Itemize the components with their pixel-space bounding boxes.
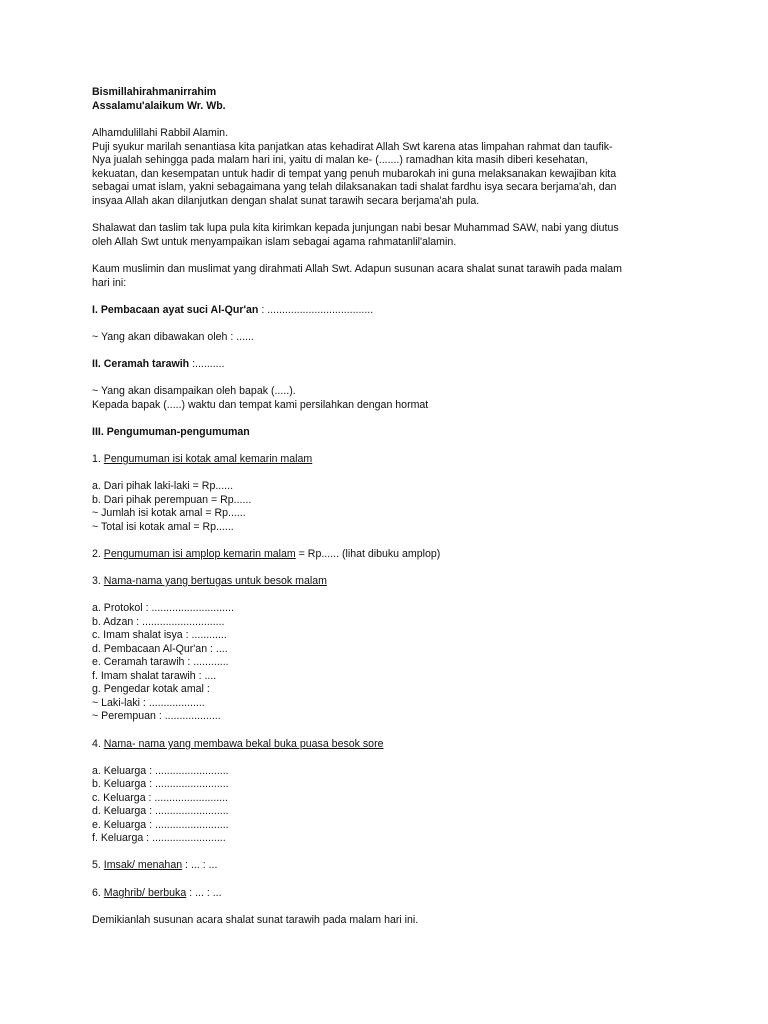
item-3-line: ~ Laki-laki : ................... [92,697,205,709]
item-4-line: c. Keluarga : ......................... [92,792,229,804]
item-4-label: Nama- nama yang membawa bekal buka puasa besok sore [103,738,384,750]
closing-text: Demikianlah susunan acara shalat sunat tarawih pada malam hari ini. [92,914,419,926]
item-3-heading [92,575,327,588]
item-2-number: 2. [92,548,104,560]
item-5-heading [92,859,217,872]
item-6-label: Maghrib/ berbuka [103,887,187,899]
kaum-line: hari ini: [92,277,127,289]
item-1-label: Pengumuman isi kotak amal kemarin malam [103,453,313,465]
item-4-line: a. Keluarga : ......................... [92,765,229,777]
item-5-suffix: : ... : ... [182,859,218,871]
item-4-line: e. Keluarga : ......................... [92,819,229,831]
section-1-heading [92,304,373,317]
bismillah: Bismillahirahmanirrahim [92,86,217,98]
intro-line: Nya jualah sehingga pada malam hari ini, yaitu di malan ke- (.......) ramadhan kita masih diberi kesehatan, [92,154,588,166]
item-5-number: 5. [92,859,104,871]
item-1-heading [92,453,312,466]
item-6-heading [92,887,222,900]
item-4-line: f. Keluarga : ......................... [92,832,226,844]
intro-line: insyaa Allah akan dilanjutkan dengan shalat sunat tarawih secara berjama'ah pula. [92,195,480,207]
item-1-number: 1. [92,453,104,465]
item-3-line: e. Ceramah tarawih : ............ [92,656,229,668]
item-1-line: ~ Jumlah isi kotak amal = Rp...... [92,507,246,519]
section-3-title: III. Pengumuman-pengumuman [92,426,250,438]
item-3-line: f. Imam shalat tarawih : .... [92,670,217,682]
item-3-line: g. Pengedar kotak amal : [92,683,210,695]
intro-line: Alhamdulillahi Rabbil Alamin. [92,127,229,139]
item-4-number: 4. [92,738,104,750]
item-3-line: c. Imam shalat isya : ............ [92,629,227,641]
section-1-suffix: : .................................... [258,304,374,316]
intro-line: kekuatan, dan kesempatan untuk hadir di tempat yang penuh mubarokah ini guna melaksanakan kewajiban kita [92,168,617,180]
item-3-line: d. Pembacaan Al-Qur'an : .... [92,643,228,655]
item-1-line: a. Dari pihak laki-laki = Rp...... [92,480,234,492]
item-3-line: ~ Perempuan : ................... [92,710,221,722]
item-6-number: 6. [92,887,104,899]
shalawat-line: oleh Allah Swt untuk menyampaikan islam sebagai agama rahmatanlil'alamin. [92,236,457,248]
item-3-line: b. Adzan : ............................ [92,616,225,628]
section-2-suffix: :.......... [189,358,225,370]
item-2-label: Pengumuman isi amplop kemarin malam [103,548,296,560]
intro-line: Puji syukur marilah senantiasa kita panjatkan atas kehadirat Allah Swt karena atas limpahan rahmat dan taufik- [92,141,613,153]
salam: Assalamu'alaikum Wr. Wb. [92,100,226,112]
item-3-number: 3. [92,575,104,587]
section-2-heading [92,358,224,371]
section-2-line: Kepada bapak (.....) waktu dan tempat kami persilahkan dengan hormat [92,399,429,411]
item-2-suffix: = Rp...... (lihat dibuku amplop) [295,548,441,560]
shalawat-line: Shalawat dan taslim tak lupa pula kita kirimkan kepada junjungan nabi besar Muhammad SAW, nabi yang diutus [92,222,619,234]
item-5-label: Imsak/ menahan [103,859,183,871]
item-4-line: b. Keluarga : ......................... [92,778,229,790]
item-4-heading [92,738,384,751]
item-1-line: b. Dari pihak perempuan = Rp...... [92,494,252,506]
item-1-line: ~ Total isi kotak amal = Rp...... [92,521,234,533]
item-3-line: a. Protokol : ............................ [92,602,234,614]
section-1-line: ~ Yang akan dibawakan oleh : ...... [92,331,254,343]
section-2-line: ~ Yang akan disampaikan oleh bapak (.....). [92,385,296,397]
item-6-suffix: : ... : ... [186,887,222,899]
section-1-title: I. Pembacaan ayat suci Al-Qur'an [92,304,259,316]
kaum-line: Kaum muslimin dan muslimat yang dirahmati Allah Swt. Adapun susunan acara shalat sunat tarawih pada malam [92,263,622,275]
item-2-heading [92,548,440,561]
intro-line: sebagai umat islam, yakni sebagaimana yang telah dilaksanakan tadi shalat fardhu isya secara berjama'ah, dan [92,181,617,193]
item-4-line: d. Keluarga : ......................... [92,805,229,817]
item-3-label: Nama-nama yang bertugas untuk besok malam [103,575,327,587]
section-2-title: II. Ceramah tarawih [92,358,190,370]
